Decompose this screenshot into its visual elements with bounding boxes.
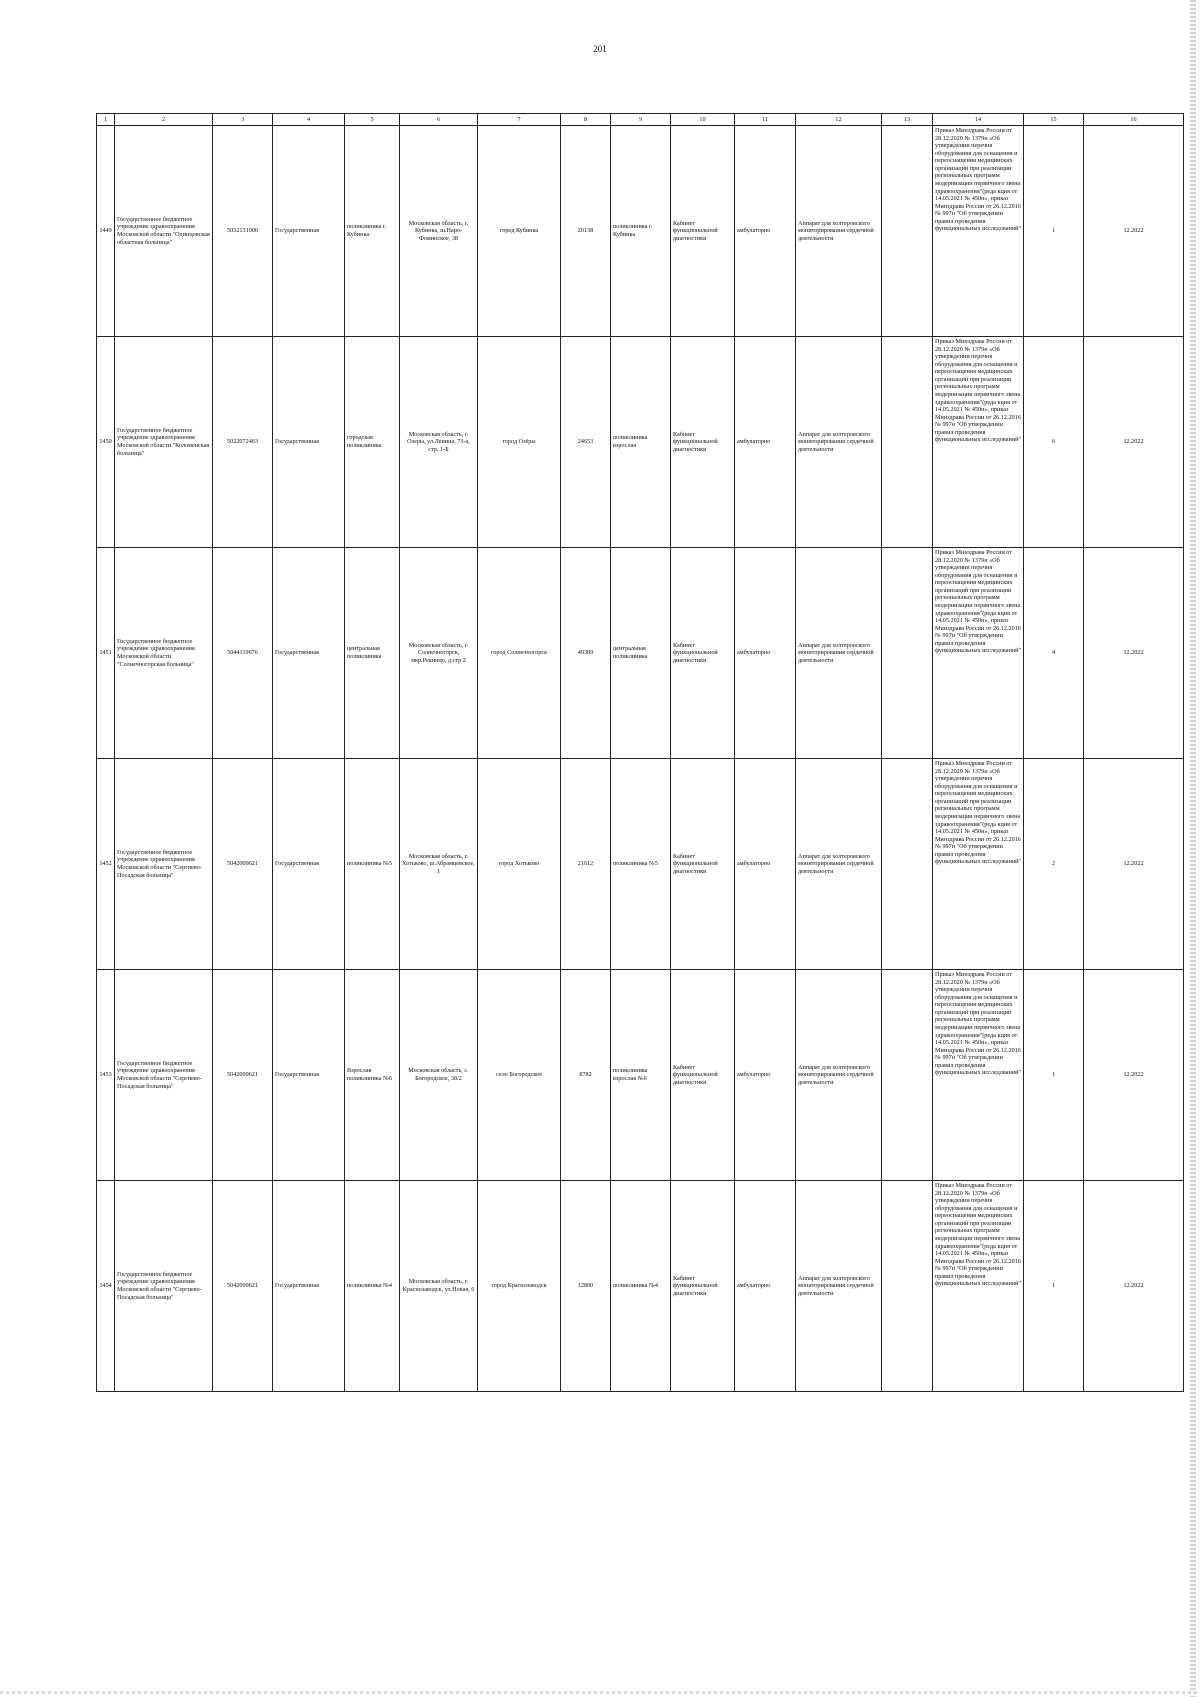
scan-bottom-artifact — [0, 1691, 1200, 1694]
table-row — [97, 970, 1184, 1181]
population: 20138 — [561, 126, 611, 337]
quantity: 6 — [1024, 337, 1084, 548]
table-row — [97, 548, 1184, 759]
delivery-date: 12.2022 — [1084, 1181, 1184, 1392]
device-name: Аппарат для холтеровского мониторирования сердечной деятельности — [796, 970, 882, 1181]
legal-basis: Приказ Минздрава России от 28.12.2020 № 1379н «Об утверждении перечня оборудования для оснащения и переоснащения медицинских организаций при реализации региональных программ модернизации первичного звена здравоохранения"(реда кция от 14.05.2021 № 450н», приказ Минздрава России от 26.12.2016 № 997н "Об утверждении правил проведения функциональных исследований" — [935, 971, 1021, 1077]
table-row — [97, 337, 1184, 548]
table-row — [97, 126, 1184, 337]
column-13 — [882, 126, 933, 337]
quantity: 1 — [1024, 126, 1084, 337]
device-name: Аппарат для холтеровского мониторирования сердечной деятельности — [796, 759, 882, 970]
device-name: Аппарат для холтеровского мониторирования сердечной деятельности — [796, 126, 882, 337]
locality: город Озёры — [478, 337, 561, 548]
ownership-type: Государственная — [273, 759, 345, 970]
address: Московская область, г. Хотьково, ш.Абрамцевское, 1 — [400, 759, 478, 970]
unit-name: поликлиника г. Кубинка — [345, 126, 400, 337]
inn-code: 5042009621 — [213, 759, 273, 970]
legal-basis: Приказ Минздрава России от 28.12.2020 № 1379н «Об утверждении перечня оборудования для оснащения и переоснащения медицинских организаций при реализации региональных программ модернизации первичного звена здравоохранения"(реда кция от 14.05.2021 № 450н», приказ Минздрава России от 26.12.2016 № 997н "Об утверждении правил проведения функциональных исследований" — [935, 127, 1021, 233]
device-name: Аппарат для холтеровского мониторирования сердечной деятельности — [796, 337, 882, 548]
header-row — [97, 114, 1184, 126]
column-header-9: 9 — [611, 114, 671, 126]
column-header-4: 4 — [273, 114, 345, 126]
legal-basis-cell — [933, 970, 1024, 1181]
population: 12800 — [561, 1181, 611, 1392]
population: 21612 — [561, 759, 611, 970]
quantity: 4 — [1024, 548, 1084, 759]
table-row — [97, 759, 1184, 970]
organization-name: Государственное бюджетное учреждение здравоохранения Московской области "Сергиево-Посадская больница" — [115, 759, 213, 970]
locality: город Солнечногорск — [478, 548, 561, 759]
ownership-type: Государственная — [273, 1181, 345, 1392]
table-body — [97, 126, 1184, 1392]
column-header-6: 6 — [400, 114, 478, 126]
column-header-2: 2 — [115, 114, 213, 126]
row-number: 1452 — [97, 759, 115, 970]
quantity: 1 — [1024, 970, 1084, 1181]
care-type: амбулаторно — [735, 970, 796, 1181]
column-header-3: 3 — [213, 114, 273, 126]
table-row — [97, 1181, 1184, 1392]
page-number: 201 — [593, 44, 607, 54]
column-13 — [882, 548, 933, 759]
ownership-type: Государственная — [273, 337, 345, 548]
column-header-7: 7 — [478, 114, 561, 126]
column-13 — [882, 759, 933, 970]
inn-code: 5032131900 — [213, 126, 273, 337]
scan-edge-artifact — [1190, 0, 1196, 1697]
column-header-14: 14 — [933, 114, 1024, 126]
delivery-date: 12.2022 — [1084, 970, 1184, 1181]
column-13 — [882, 970, 933, 1181]
locality: село Богородское — [478, 970, 561, 1181]
address: Московская область, г. Кубинка, ш.Наро-Фоминское, 38 — [400, 126, 478, 337]
cabinet: Кабинет функциональной диагностики — [671, 548, 735, 759]
quantity: 2 — [1024, 759, 1084, 970]
delivery-date: 12.2022 — [1084, 759, 1184, 970]
ownership-type: Государственная — [273, 548, 345, 759]
population: 8782 — [561, 970, 611, 1181]
column-header-12: 12 — [796, 114, 882, 126]
unit-name: центральная поликлиника — [345, 548, 400, 759]
equipment-registry-table — [96, 113, 1184, 1392]
legal-basis-cell — [933, 126, 1024, 337]
organization-name: Государственное бюджетное учреждение здравоохранения Московской области "Сергиево-Посадская больница" — [115, 970, 213, 1181]
delivery-date: 12.2022 — [1084, 548, 1184, 759]
inn-code: 5042009621 — [213, 970, 273, 1181]
population: 24653 — [561, 337, 611, 548]
ownership-type: Государственная — [273, 126, 345, 337]
organization-name: Государственное бюджетное учреждение здравоохранения Московской области "Солнечногорская больница" — [115, 548, 213, 759]
unit-name: поликлиника №4 — [345, 1181, 400, 1392]
legal-basis-cell — [933, 759, 1024, 970]
address: Московская область, г. Солнечногорск, мкр.Рекинцо, д.стр 2 — [400, 548, 478, 759]
division: поликлиника №4 — [611, 1181, 671, 1392]
cabinet: Кабинет функциональной диагностики — [671, 970, 735, 1181]
device-name: Аппарат для холтеровского мониторирования сердечной деятельности — [796, 548, 882, 759]
row-number: 1449 — [97, 126, 115, 337]
locality: город Краснозаводск — [478, 1181, 561, 1392]
legal-basis: Приказ Минздрава России от 28.12.2020 № 1379н «Об утверждении перечня оборудования для оснащения и переоснащения медицинских организаций при реализации региональных программ модернизации первичного звена здравоохранения"(реда кция от 14.05.2021 № 450н», приказ Минздрава России от 26.12.2016 № 997н "Об утверждении правил проведения функциональных исследований" — [935, 549, 1021, 655]
column-header-8: 8 — [561, 114, 611, 126]
address: Московская область, г. Озеры, ул.Ленина, 73-а, стр. 1-Б — [400, 337, 478, 548]
quantity: 1 — [1024, 1181, 1084, 1392]
column-header-13: 13 — [882, 114, 933, 126]
locality: город Кубинка — [478, 126, 561, 337]
row-number: 1451 — [97, 548, 115, 759]
row-number: 1450 — [97, 337, 115, 548]
delivery-date: 12.2022 — [1084, 337, 1184, 548]
unit-name: поликлиника №5 — [345, 759, 400, 970]
legal-basis-cell — [933, 1181, 1024, 1392]
organization-name: Государственное бюджетное учреждение здравоохранения Московской области "Коломенская больница" — [115, 337, 213, 548]
care-type: амбулаторно — [735, 1181, 796, 1392]
column-header-15: 15 — [1024, 114, 1084, 126]
legal-basis-cell — [933, 548, 1024, 759]
legal-basis: Приказ Минздрава России от 28.12.2020 № 1379н «Об утверждении перечня оборудования для оснащения и переоснащения медицинских организаций при реализации региональных программ модернизации первичного звена здравоохранения"(реда кция от 14.05.2021 № 450н», приказ Минздрава России от 26.12.2016 № 997н "Об утверждении правил проведения функциональных исследований" — [935, 338, 1021, 444]
inn-code: 5044119676 — [213, 548, 273, 759]
organization-name: Государственное бюджетное учреждение здравоохранения Московской области "Одинцовская областная больница" — [115, 126, 213, 337]
care-type: амбулаторно — [735, 126, 796, 337]
care-type: амбулаторно — [735, 548, 796, 759]
care-type: амбулаторно — [735, 759, 796, 970]
organization-name: Государственное бюджетное учреждение здравоохранения Московской области "Сергиево-Посадская больница" — [115, 1181, 213, 1392]
cabinet: Кабинет функциональной диагностики — [671, 759, 735, 970]
column-13 — [882, 337, 933, 548]
care-type: амбулаторно — [735, 337, 796, 548]
division: поликлиника №5 — [611, 759, 671, 970]
column-header-5: 5 — [345, 114, 400, 126]
division: поликлиника взрослая — [611, 337, 671, 548]
cabinet: Кабинет функциональной диагностики — [671, 337, 735, 548]
delivery-date: 12.2022 — [1084, 126, 1184, 337]
column-13 — [882, 1181, 933, 1392]
unit-name: городская поликлиника — [345, 337, 400, 548]
population: 49389 — [561, 548, 611, 759]
row-number: 1454 — [97, 1181, 115, 1392]
column-header-16: 16 — [1084, 114, 1184, 126]
column-header-10: 10 — [671, 114, 735, 126]
legal-basis: Приказ Минздрава России от 28.12.2020 № 1379н «Об утверждении перечня оборудования для оснащения и переоснащения медицинских организаций при реализации региональных программ модернизации первичного звена здравоохранения"(реда кция от 14.05.2021 № 450н», приказ Минздрава России от 26.12.2016 № 997н "Об утверждении правил проведения функциональных исследований" — [935, 760, 1021, 866]
cabinet: Кабинет функциональной диагностики — [671, 126, 735, 337]
legal-basis-cell — [933, 337, 1024, 548]
column-header-1: 1 — [97, 114, 115, 126]
inn-code: 5022072463 — [213, 337, 273, 548]
row-number: 1453 — [97, 970, 115, 1181]
locality: город Хотьково — [478, 759, 561, 970]
unit-name: Взрослая поликлиника №6 — [345, 970, 400, 1181]
division: поликлиника г. Кубинка — [611, 126, 671, 337]
cabinet: Кабинет функциональной диагностики — [671, 1181, 735, 1392]
address: Московская область, с. Богородское, 38/2 — [400, 970, 478, 1181]
column-header-11: 11 — [735, 114, 796, 126]
ownership-type: Государственная — [273, 970, 345, 1181]
division: центральная поликлиника — [611, 548, 671, 759]
legal-basis: Приказ Минздрава России от 28.12.2020 № 1379н «Об утверждении перечня оборудования для оснащения и переоснащения медицинских организаций при реализации региональных программ модернизации первичного звена здравоохранения"(реда кция от 14.05.2021 № 450н», приказ Минздрава России от 26.12.2016 № 997н "Об утверждении правил проведения функциональных исследований" — [935, 1182, 1021, 1288]
inn-code: 5042009621 — [213, 1181, 273, 1392]
address: Московская область, г. Краснозаводск, ул.Новая, 6 — [400, 1181, 478, 1392]
device-name: Аппарат для холтеровского мониторирования сердечной деятельности — [796, 1181, 882, 1392]
division: поликлиника взрослая №6 — [611, 970, 671, 1181]
